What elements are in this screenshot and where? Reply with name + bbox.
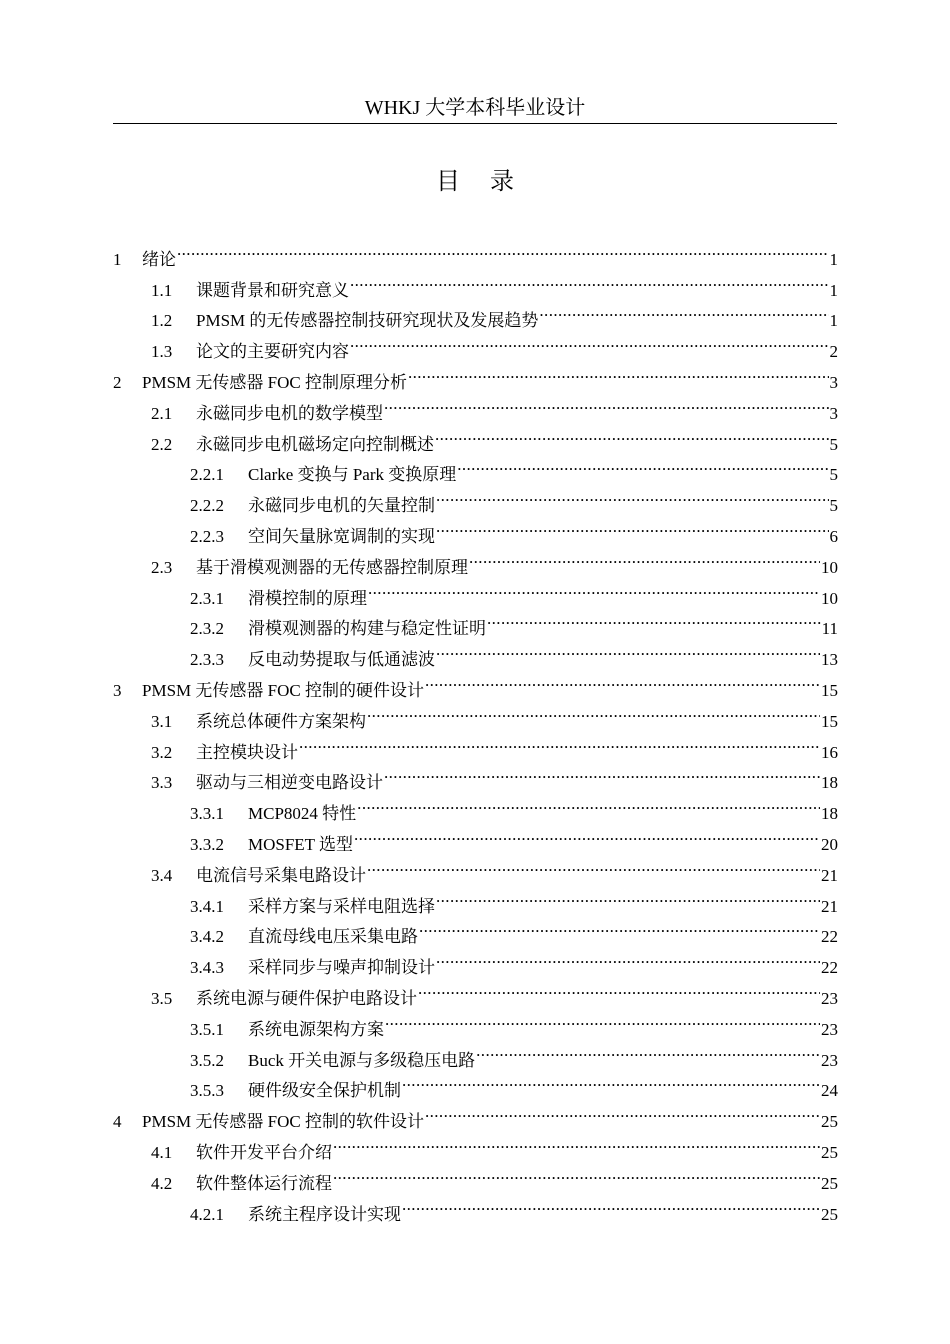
- toc-entry-title: 采样方案与采样电阻选择: [248, 896, 435, 916]
- toc-dot-leader: [402, 1189, 820, 1220]
- toc-entry-title: 系统电源与硬件保护电路设计: [196, 988, 417, 1008]
- toc-dot-leader: [350, 265, 829, 296]
- toc-entry-title: 课题背景和研究意义: [196, 280, 349, 300]
- toc-entry-page: 16: [821, 742, 838, 762]
- toc-entry-number: 3.3: [151, 773, 173, 793]
- toc-entry-page: 25: [821, 1112, 838, 1132]
- toc-entry-title: PMSM 无传感器 FOC 控制的硬件设计: [142, 680, 424, 700]
- toc-dot-leader: [469, 542, 820, 573]
- toc-entry-number: 3.4.1: [190, 896, 224, 916]
- toc-entry-number: 3.4: [151, 865, 173, 885]
- toc-entry-page: 25: [821, 1173, 838, 1193]
- toc-entry-number: 2.3.3: [190, 650, 224, 670]
- toc-entry-page: 2: [829, 342, 838, 362]
- toc-entry-number: 2.2.2: [190, 496, 224, 516]
- toc-entry-page: 3: [829, 372, 838, 392]
- toc-dot-leader: [384, 758, 820, 789]
- toc-entry[interactable]: [113, 234, 838, 269]
- toc-entry-number: 3.5.1: [190, 1019, 224, 1039]
- toc-entry-page: 25: [821, 1142, 838, 1162]
- toc-entry-title: 软件整体运行流程: [196, 1173, 332, 1193]
- toc-entry-number: 2.2.3: [190, 526, 224, 546]
- toc-entry-page: 10: [821, 588, 838, 608]
- toc-entry-page: 23: [821, 1050, 838, 1070]
- toc-title: [0, 164, 950, 200]
- toc-entry-number: 4.2: [151, 1173, 173, 1193]
- toc-entry-title: 永磁同步电机的矢量控制: [248, 496, 435, 516]
- toc-entry-title: 电流信号采集电路设计: [196, 865, 366, 885]
- toc-dot-leader: [177, 234, 829, 265]
- toc-entry-page: 13: [821, 650, 838, 670]
- toc-entry-title: 系统电源架构方案: [248, 1019, 384, 1039]
- toc-entry-number: 4: [113, 1112, 122, 1132]
- toc-entry-title: 滑模观测器的构建与稳定性证明: [248, 619, 486, 639]
- toc-entry-title: 反电动势提取与低通滤波: [248, 650, 435, 670]
- toc-entry-number: 3.4.3: [190, 958, 224, 978]
- toc-entry-number: 3.4.2: [190, 927, 224, 947]
- toc-dot-leader: [367, 850, 820, 881]
- toc-dot-leader: [333, 1127, 820, 1158]
- toc-entry-page: 10: [821, 557, 838, 577]
- toc-entry-title: PMSM 的无传感器控制技研究现状及发展趋势: [196, 311, 539, 331]
- table-of-contents: [113, 234, 838, 1224]
- toc-entry-number: 1: [113, 249, 122, 269]
- toc-entry-page: 11: [821, 619, 838, 639]
- toc-entry-number: 3.3.1: [190, 804, 224, 824]
- toc-entry-title: 主控模块设计: [196, 742, 298, 762]
- toc-entry-number: 1.1: [151, 280, 173, 300]
- toc-dot-leader: [385, 1004, 820, 1035]
- toc-entry-number: 3.5: [151, 988, 173, 1008]
- toc-dot-leader: [357, 788, 820, 819]
- toc-entry-title: 直流母线电压采集电路: [248, 927, 418, 947]
- toc-dot-leader: [487, 604, 821, 635]
- toc-dot-leader: [425, 665, 820, 696]
- toc-dot-leader: [436, 480, 829, 511]
- toc-entry-number: 1.3: [151, 342, 173, 362]
- toc-dot-leader: [333, 1158, 820, 1189]
- toc-entry-page: 23: [821, 988, 838, 1008]
- toc-dot-leader: [354, 819, 820, 850]
- toc-title-char-1: 目: [436, 169, 460, 195]
- toc-entry-number: 3.5.2: [190, 1050, 224, 1070]
- toc-entry-number: 2.3: [151, 557, 173, 577]
- toc-entry-title: 空间矢量脉宽调制的实现: [248, 526, 435, 546]
- toc-entry-title: 永磁同步电机磁场定向控制概述: [196, 434, 434, 454]
- toc-entry-number: 2.3.2: [190, 619, 224, 639]
- toc-entry-page: 20: [821, 834, 838, 854]
- toc-dot-leader: [418, 973, 820, 1004]
- toc-entry-number: 3.1: [151, 711, 173, 731]
- toc-dot-leader: [408, 357, 829, 388]
- toc-entry-title: Clarke 变换与 Park 变换原理: [248, 465, 457, 485]
- toc-entry-number: 2.2: [151, 434, 173, 454]
- toc-entry-title: 滑模控制的原理: [248, 588, 367, 608]
- toc-dot-leader: [435, 419, 829, 450]
- toc-dot-leader: [299, 727, 820, 758]
- toc-entry-title: 论文的主要研究内容: [196, 342, 349, 362]
- toc-entry-number: 1.2: [151, 311, 173, 331]
- toc-entry-number: 4.2.1: [190, 1204, 224, 1224]
- toc-entry-page: 18: [821, 773, 838, 793]
- toc-entry-number: 2.1: [151, 403, 173, 423]
- toc-entry-number: 3.2: [151, 742, 173, 762]
- toc-dot-leader: [436, 634, 820, 665]
- toc-entry-title: Buck 开关电源与多级稳压电路: [248, 1050, 476, 1070]
- toc-dot-leader: [476, 1035, 820, 1066]
- toc-entry-page: 1: [829, 280, 838, 300]
- toc-entry-number: 2.2.1: [190, 465, 224, 485]
- toc-title-char-2: 录: [490, 169, 514, 195]
- toc-entry-page: 5: [829, 496, 838, 516]
- toc-entry-title: 驱动与三相逆变电路设计: [196, 773, 383, 793]
- toc-entry[interactable]: [113, 265, 838, 300]
- toc-entry-title: 软件开发平台介绍: [196, 1142, 332, 1162]
- toc-entry-page: 5: [829, 465, 838, 485]
- toc-dot-leader: [419, 912, 820, 943]
- toc-dot-leader: [402, 1066, 820, 1097]
- toc-dot-leader: [350, 326, 829, 357]
- toc-entry-title: 系统总体硬件方案架构: [196, 711, 366, 731]
- toc-entry-page: 1: [829, 311, 838, 331]
- toc-dot-leader: [367, 696, 820, 727]
- toc-entry-number: 3: [113, 680, 122, 700]
- toc-entry-page: 21: [821, 896, 838, 916]
- toc-entry-number: 3.5.3: [190, 1081, 224, 1101]
- toc-entry-page: 21: [821, 865, 838, 885]
- toc-dot-leader: [436, 511, 829, 542]
- toc-entry-title: 采样同步与噪声抑制设计: [248, 958, 435, 978]
- toc-entry-page: 22: [821, 958, 838, 978]
- toc-entry-title: 硬件级安全保护机制: [248, 1081, 401, 1101]
- running-header: WHKJ 大学本科毕业设计: [113, 93, 837, 124]
- toc-dot-leader: [539, 296, 828, 327]
- toc-entry-title: 基于滑模观测器的无传感器控制原理: [196, 557, 468, 577]
- toc-dot-leader: [425, 1096, 820, 1127]
- toc-entry-title: 系统主程序设计实现: [248, 1204, 401, 1224]
- toc-entry-number: 3.3.2: [190, 834, 224, 854]
- toc-dot-leader: [368, 573, 820, 604]
- toc-entry-page: 15: [821, 711, 838, 731]
- toc-entry-page: 23: [821, 1019, 838, 1039]
- toc-dot-leader: [436, 942, 820, 973]
- toc-entry-page: 1: [829, 249, 838, 269]
- toc-dot-leader: [436, 881, 820, 912]
- toc-entry-number: 4.1: [151, 1142, 173, 1162]
- toc-entry-page: 15: [821, 680, 838, 700]
- toc-entry-title: MCP8024 特性: [248, 804, 357, 824]
- toc-entry-page: 3: [829, 403, 838, 423]
- toc-dot-leader: [384, 388, 829, 419]
- toc-entry-title: PMSM 无传感器 FOC 控制的软件设计: [142, 1112, 424, 1132]
- toc-entry-number: 2.3.1: [190, 588, 224, 608]
- toc-entry-page: 25: [821, 1204, 838, 1224]
- toc-entry-page: 5: [829, 434, 838, 454]
- toc-entry-page: 24: [821, 1081, 838, 1101]
- toc-entry-title: PMSM 无传感器 FOC 控制原理分析: [142, 372, 407, 392]
- toc-entry-number: 2: [113, 372, 122, 392]
- toc-entry-page: 18: [821, 804, 838, 824]
- toc-entry-title: MOSFET 选型: [248, 834, 354, 854]
- toc-dot-leader: [457, 450, 828, 481]
- toc-entry-page: 22: [821, 927, 838, 947]
- toc-entry-page: 6: [829, 526, 838, 546]
- toc-entry-title: 绪论: [142, 249, 176, 269]
- toc-entry-title: 永磁同步电机的数学模型: [196, 403, 383, 423]
